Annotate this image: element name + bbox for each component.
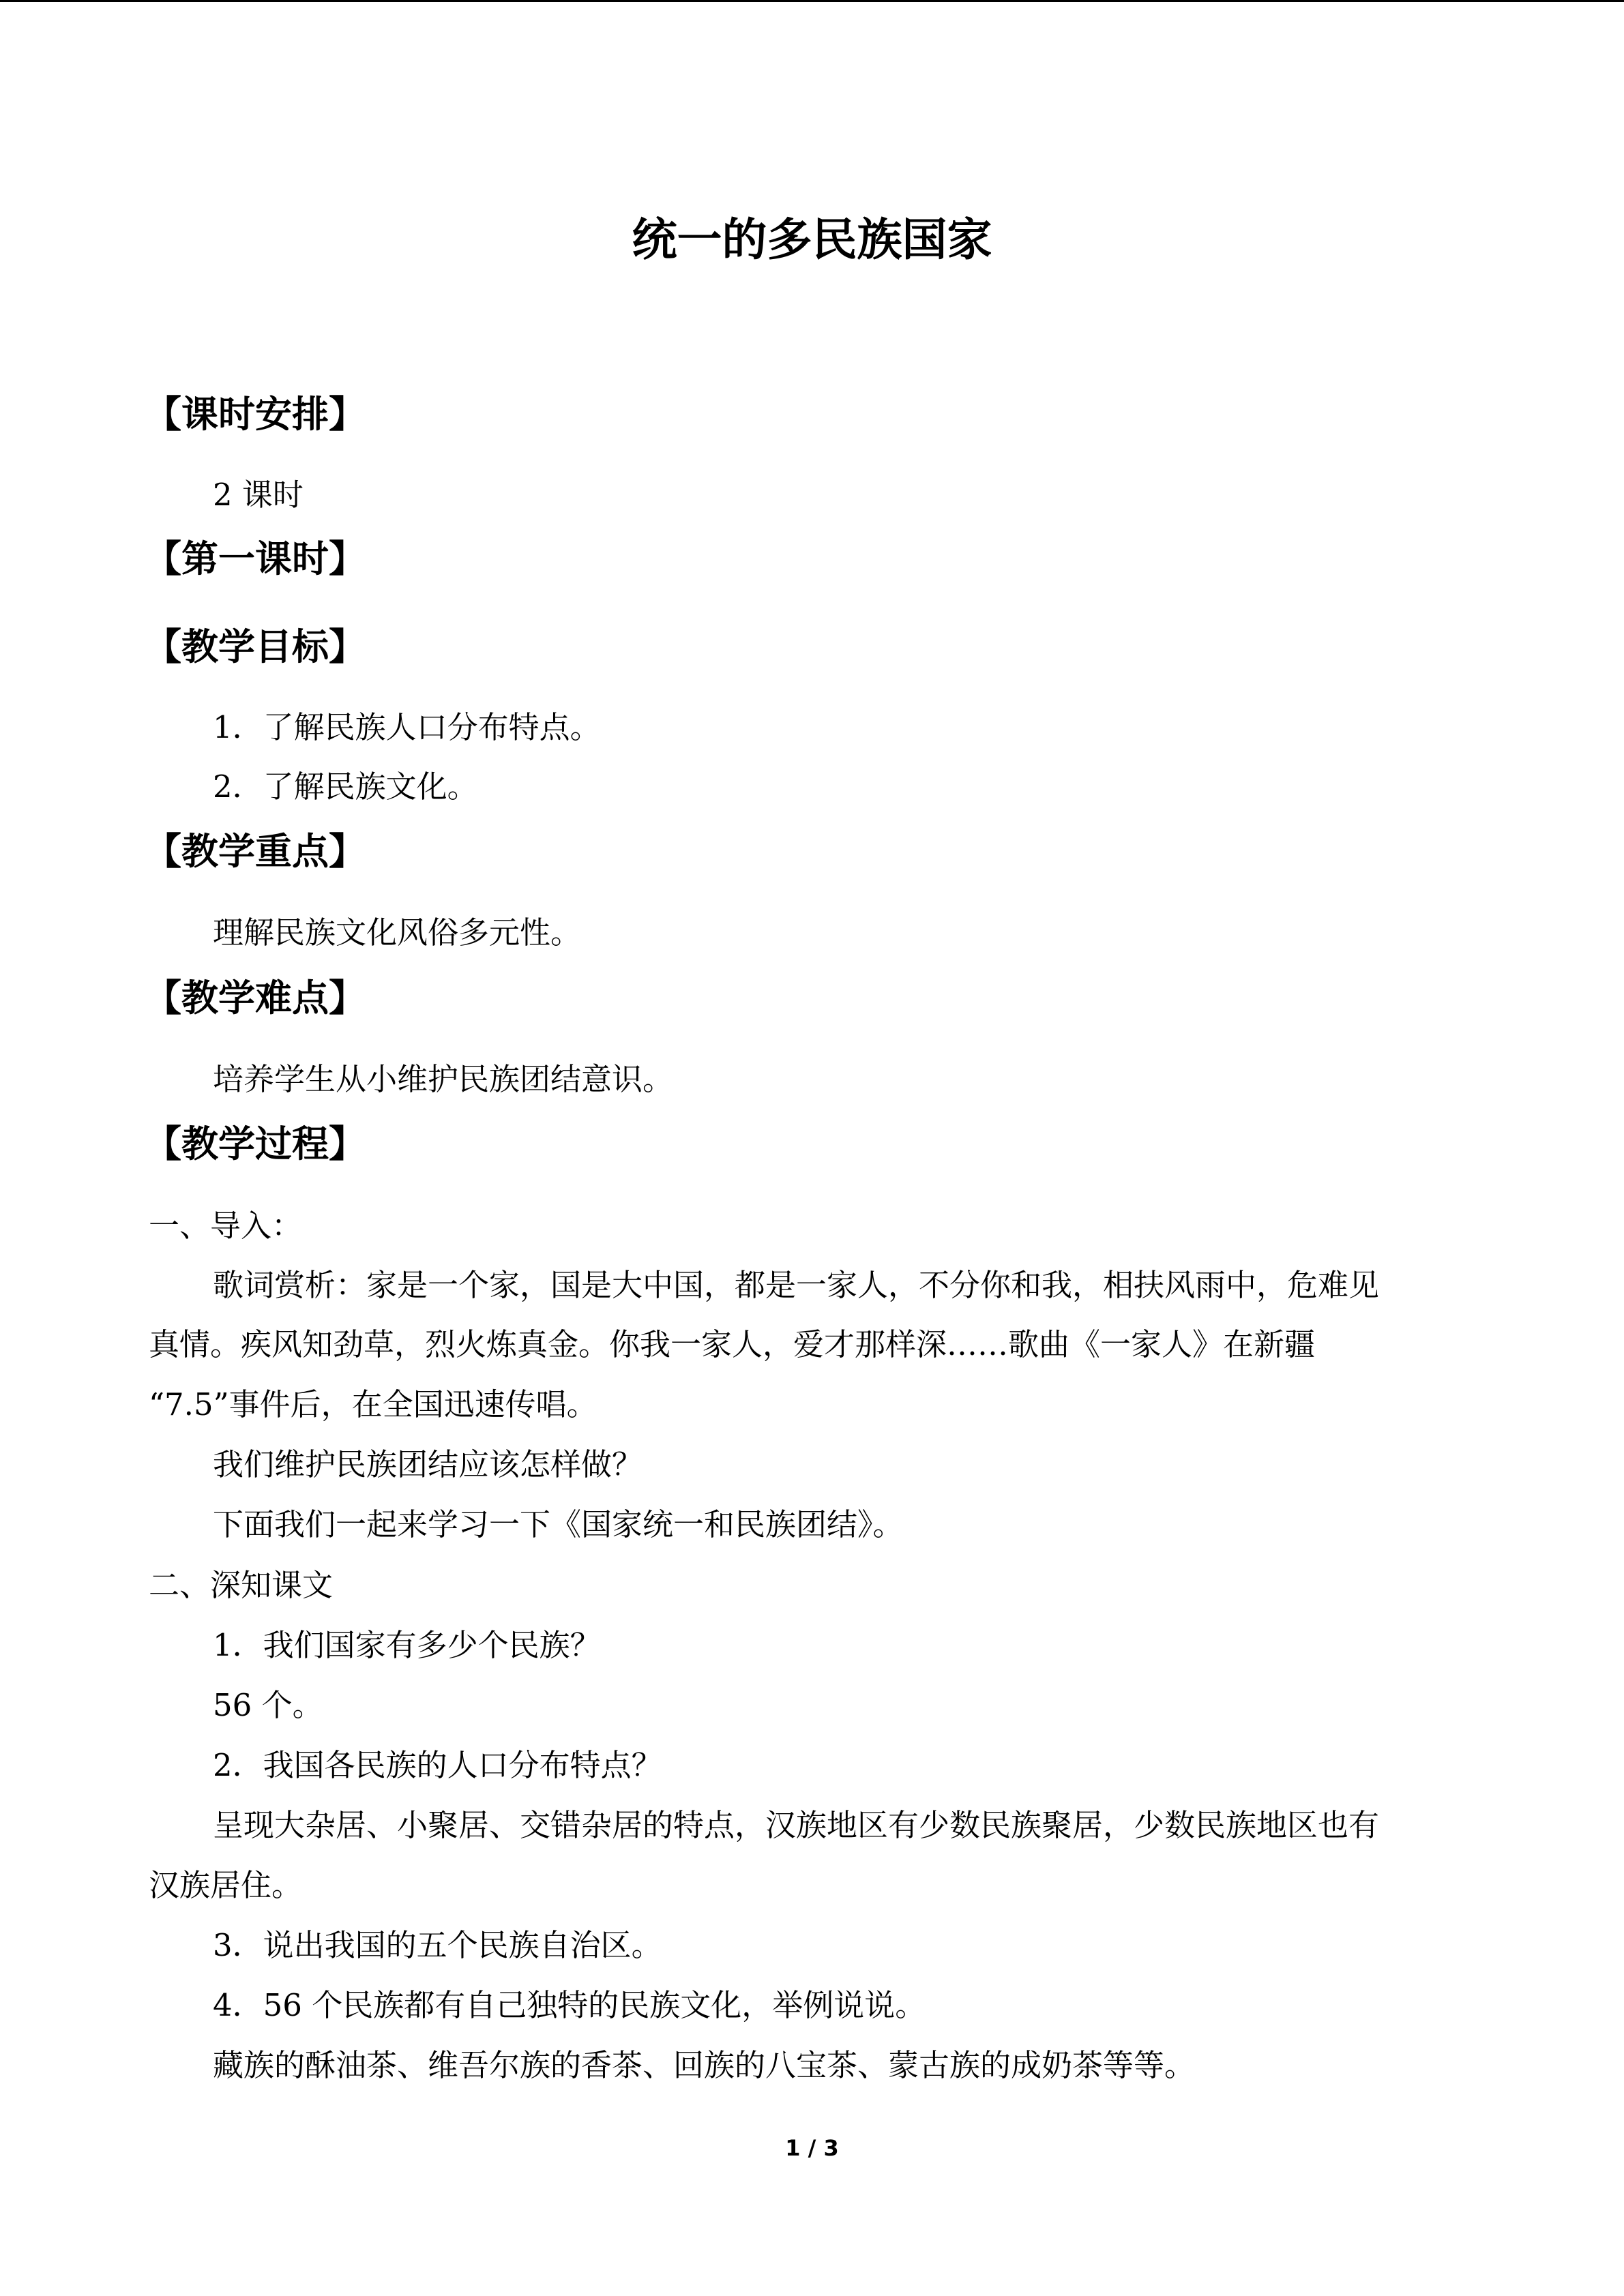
- top-border-line: [0, 0, 1624, 2]
- answer-1: 56 个。: [213, 1687, 323, 1723]
- goal-item-2: 2．了解民族文化。: [213, 769, 478, 805]
- heading-goals: 【教学目标】: [145, 625, 366, 668]
- heading-schedule: 【课时安排】: [145, 393, 366, 436]
- key-point-text: 理解民族文化风俗多元性。: [213, 914, 582, 951]
- page-title: 统一的多民族国家: [632, 213, 992, 266]
- answer-4: 藏族的酥油茶、维吾尔族的香茶、回族的八宝茶、蒙古族的成奶茶等等。: [213, 2047, 1196, 2083]
- transition-text: 下面我们一起来学习一下《国家统一和民族团结》。: [213, 1506, 904, 1542]
- heading-process: 【教学过程】: [145, 1122, 366, 1165]
- lyrics-line-2: 真情。疾风知劲草，烈火炼真金。你我一家人，爱才那样深……歌曲《一家人》在新疆: [149, 1326, 1316, 1362]
- study-label: 二、深知课文: [149, 1567, 334, 1603]
- answer-2-line-2: 汉族居住。: [149, 1867, 303, 1903]
- intro-label: 一、导入：: [149, 1208, 303, 1244]
- heading-difficulty: 【教学难点】: [145, 976, 366, 1019]
- difficulty-text: 培养学生从小维护民族团结意识。: [213, 1061, 674, 1097]
- question-1: 1．我们国家有多少个民族？: [213, 1627, 601, 1663]
- heading-first-lesson: 【第一课时】: [145, 537, 366, 580]
- question-4: 4．56 个民族都有自己独特的民族文化，举例说说。: [213, 1987, 926, 2023]
- question-2: 2．我国各民族的人口分布特点？: [213, 1747, 662, 1783]
- answer-2-line-1: 呈现大杂居、小聚居、交错杂居的特点，汉族地区有少数民族聚居，少数民族地区也有: [213, 1807, 1380, 1843]
- goal-item-1: 1．了解民族人口分布特点。: [213, 709, 601, 745]
- page-number: 1 / 3: [785, 2135, 839, 2161]
- question-3: 3．说出我国的五个民族自治区。: [213, 1927, 662, 1963]
- unity-question: 我们维护民族团结应该怎样做？: [213, 1446, 643, 1482]
- schedule-value: 2 课时: [213, 477, 304, 513]
- heading-key-point: 【教学重点】: [145, 830, 366, 873]
- lyrics-line-1: 歌词赏析：家是一个家，国是大中国，都是一家人，不分你和我，相扶风雨中，危难见: [213, 1267, 1380, 1303]
- lyrics-line-3: “7.5”事件后，在全国迅速传唱。: [149, 1386, 597, 1422]
